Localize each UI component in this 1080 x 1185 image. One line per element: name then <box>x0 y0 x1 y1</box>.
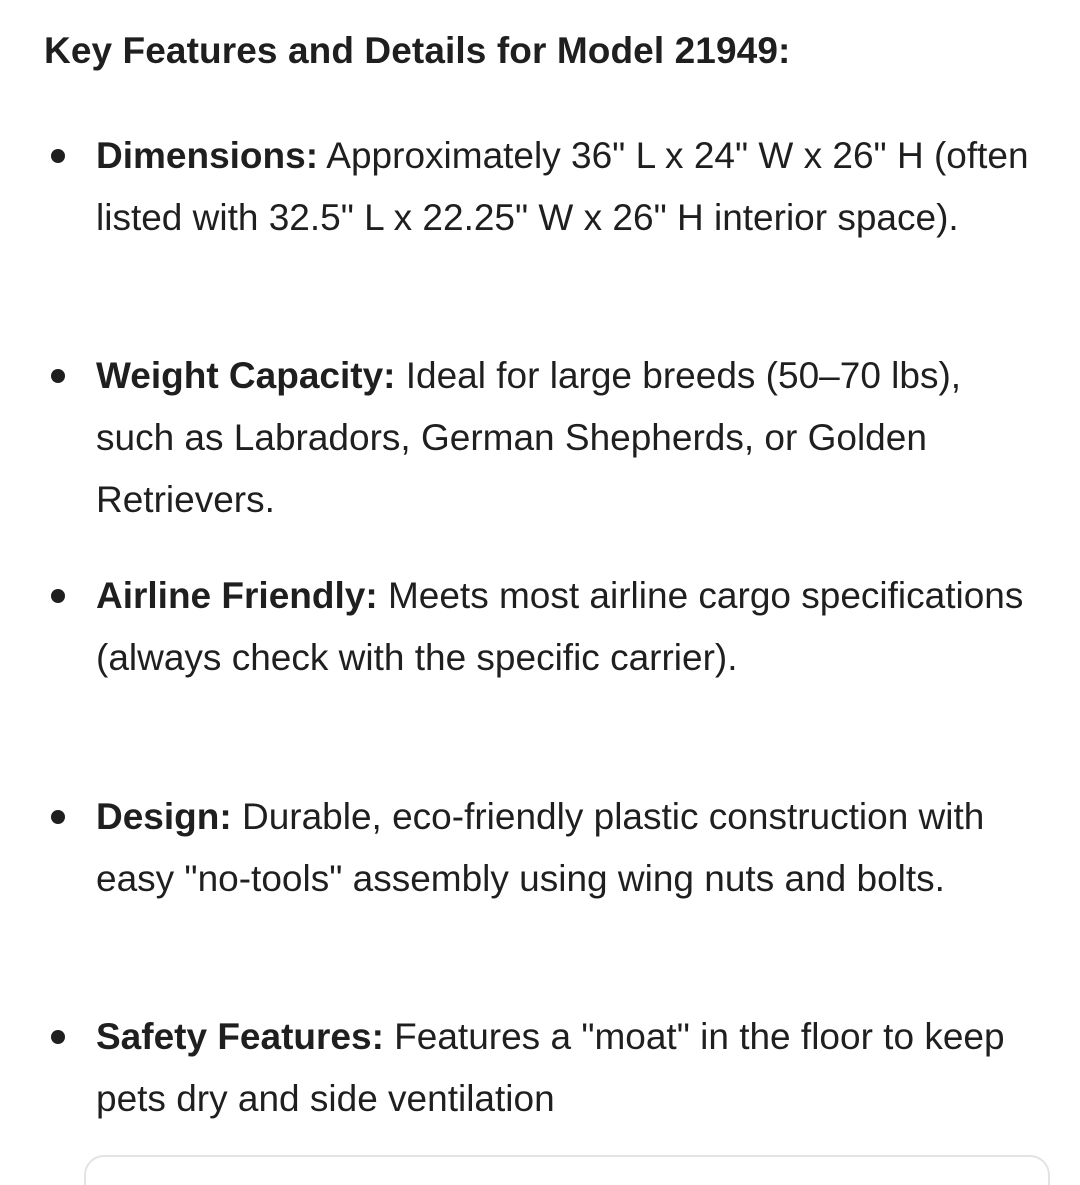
feature-label: Dimensions: <box>96 135 319 176</box>
bullet-dot-icon <box>51 1030 65 1044</box>
feature-description: Ideal for large breeds (50–70 lbs), such as Labradors, German Shepherds, or Golden Retrievers. <box>96 355 962 520</box>
feature-description: Approximately 36" L x 24" W x 26" H (often listed with 32.5" L x 22.25" W x 26" H interior space). <box>96 135 1029 238</box>
feature-description: Features a "moat" in the floor to keep pets dry and side ventilation <box>96 1016 1005 1119</box>
feature-label: Airline Friendly: <box>96 575 378 616</box>
feature-dimensions <box>96 125 1046 249</box>
feature-airline-friendly <box>96 565 1046 689</box>
feature-description: Durable, eco-friendly plastic construction with easy "no-tools" assembly using wing nuts and bolts. <box>96 796 985 899</box>
next-card-edge <box>84 1155 1050 1185</box>
feature-label: Safety Features: <box>96 1016 384 1057</box>
feature-safety-features <box>96 1006 1046 1130</box>
bullet-dot-icon <box>51 589 65 603</box>
bullet-dot-icon <box>51 149 65 163</box>
bullet-dot-icon <box>51 810 65 824</box>
bullet-dot-icon <box>51 369 65 383</box>
feature-label: Weight Capacity: <box>96 355 396 396</box>
feature-weight-capacity <box>96 345 1046 531</box>
feature-design <box>96 786 1046 910</box>
feature-label: Design: <box>96 796 232 837</box>
feature-description: Meets most airline cargo specifications (always check with the specific carrier). <box>96 575 1024 678</box>
section-heading: Key Features and Details for Model 21949: <box>44 30 791 71</box>
